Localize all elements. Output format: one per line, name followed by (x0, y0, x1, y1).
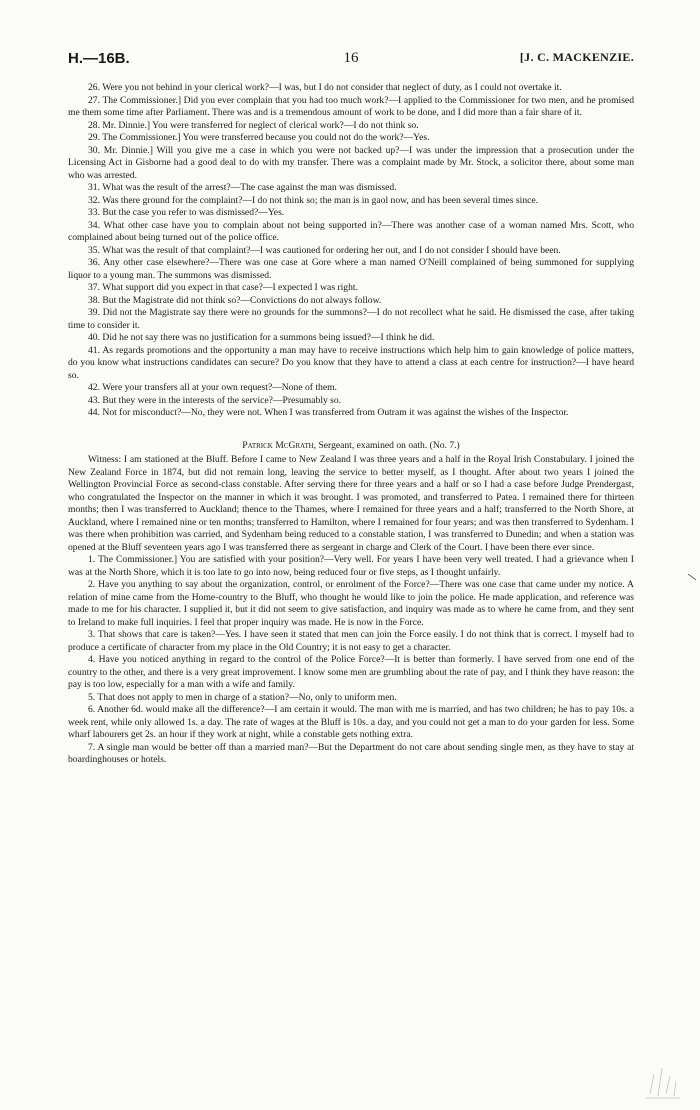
testimony-paragraph: 2. Have you anything to say about the organization, control, or enrolment of the Force?—There was one case that came under my notice. A relation of mine came from the Home-country to the Bluff, who thought he would like to join the police. He made application, and reference was made to me for his character. I supplied it, but it did not seem to give satisfaction, and inquiry was made as to where he came from, and they sent to Ireland to make full inquiries. I feel that proper inquiry was made. He is now in the Force. (68, 579, 634, 628)
testimony-paragraph: 28. Mr. Dinnie.] You were transferred for neglect of clerical work?—I do not think so. (88, 119, 419, 131)
testimony-paragraph: 36. Any other case elsewhere?—There was one case at Gore where a man named O'Neill complained of being summoned for supplying liquor to a young man. The summons was dismissed. (68, 257, 634, 281)
testimony-part-2 (68, 454, 634, 767)
testimony-paragraph: 6. Another 6d. would make all the difference?—I am certain it would. The man with me is married, and has two children; he has to pay 10s. a week rent, while only allowed 1s. a day. The rate of wages at the Bluff is 10s. a day, and you could not get a man to do your garden for less. Some wharf labourers get 2s. an hour if they work at night, while a constable gets nothing extra. (68, 704, 634, 740)
paper-reference: H.—16B. (68, 50, 130, 67)
testimony-paragraph: 29. The Commissioner.] You were transferred because you could not do the work?—Yes. (88, 132, 430, 143)
testimony-paragraph: 42. Were your transfers all at your own request?—None of them. (88, 382, 337, 393)
testimony-paragraph: 40. Did he not say there was no justification for a summons being issued?—I think he did. (88, 332, 435, 343)
testimony-paragraph: 38. But the Magistrate did not think so?—Convictions do not always follow. (88, 294, 382, 306)
testimony-paragraph: 30. Mr. Dinnie.] Will you give me a case in which you were not backed up?—I was under the impression that a prosecution under the Licensing Act in Gisborne had a good deal to do with my transfer. There was a complaint made by Mr. Stock, a solicitor there, about some man who was arrested. (68, 144, 634, 181)
testimony-paragraph: 32. Was there ground for the complaint?—I do not think so; the man is in gaol now, and has been several times since. (88, 194, 539, 206)
scan-artifact-icon (640, 1054, 686, 1100)
testimony-paragraph: 1. The Commissioner.] You are satisfied with your position?—Very well. For years I have been very well treated. I had a grievance when I was at the North Shore, which it is too late to go into now, being reduced four or five steps, as I thought unfairly. (68, 554, 634, 578)
testimony-paragraph: 7. A single man would be better off than a married man?—But the Department do not care about sending single men, as they have to stay at boardinghouses or hotels. (68, 741, 634, 765)
testimony-paragraph: 44. Not for misconduct?—No, they were not. When I was transferred from Outram it was against the wishes of the Inspector. (88, 407, 569, 418)
margin-mark-icon (688, 574, 696, 580)
testimony-part-1 (68, 82, 634, 420)
testimony-paragraph: 26. Were you not behind in your clerical work?—I was, but I do not consider that neglect of duty, as I could not overtake it. (88, 82, 562, 93)
page-number: 16 (343, 50, 359, 66)
witness-name: Patrick McGrath (242, 439, 314, 451)
testimony-paragraph: 31. What was the result of the arrest?—The case against the man was dismissed. (88, 182, 397, 193)
page-header (68, 50, 634, 82)
testimony-paragraph: 5. That does not apply to men in charge of a station?—No, only to uniform men. (88, 691, 397, 703)
testimony-paragraph: 35. What was the result of that complaint?—I was cautioned for ordering her out, and I do not consider I should have been. (88, 244, 561, 256)
testimony-paragraph: 27. The Commissioner.] Did you ever complain that you had too much work?—I applied to the Commissioner for two men, and he promised me them some time after Parliament. There was and is a tremendous amount of work to be done, and I did more than a fair share of it. (68, 94, 634, 118)
witness-heading-rest: , Sergeant, examined on oath. (No. 7.) (313, 439, 460, 451)
witness-section (68, 440, 634, 767)
testimony-paragraph: 34. What other case have you to complain about not being supported in?—There was another case of a woman named Mrs. Scott, who complained about being turned out of the police office. (68, 219, 634, 243)
testimony-paragraph: 41. As regards promotions and the opportunity a man may have to receive instructions which help him to gain knowledge of police matters, do you know what instructions candidates can secure? Do you know that they have to attend a class at each centre for instruction?—I have heard so. (68, 344, 634, 381)
witness-running-head: [J. C. MACKENZIE. (519, 50, 634, 64)
testimony-paragraph: 37. What support did you expect in that case?—I expected I was right. (88, 282, 358, 293)
testimony-paragraph: 4. Have you noticed anything in regard to the control of the Police Force?—It is better than formerly. I have served from one end of the country to the other, and there is a very great improvement. I know some men are grumbling about the rate of pay, and I think they have reason: the pay is too low, especially for a man with a wife and family. (68, 654, 634, 690)
testimony-paragraph: 3. That shows that care is taken?—Yes. I have seen it stated that men can join the Force easily. I do not think that is correct. I myself had to produce a certificate of character from my place in the Old Country; it is not easy to get a character. (68, 629, 634, 653)
testimony-paragraph: 33. But the case you refer to was dismissed?—Yes. (88, 207, 285, 218)
document-page (68, 50, 634, 767)
witness-heading (68, 440, 634, 453)
testimony-paragraph: Witness: I am stationed at the Bluff. Before I came to New Zealand I was three years and a half in the Royal Irish Constabulary. I joined the New Zealand Force in 1874, but did not remain long, leaving the service to better myself, as I thought. After about two years I joined the Wellington Provincial Force as second-class constable. After serving there for three years and a half or so I had a case before Judge Prendergast, who congratulated the Inspector on the manner in which it was brought. I was promoted, and transferred to Patea. I remained there for thirteen months; then I was transferred to Auckland; thence to the Thames, where I remained for three years and a half; transferred to the North Shore, at Auckland, where I remained nine or ten months; transferred to Hamilton, where I remained for four years; and was then transferred to Sydenham. I was there when prohibition was carried, and Sydenham being reduced to a constable station, I was transferred to Dunedin; and when a station was opened at the Bluff seventeen years ago I was transferred there as sergeant in charge and Clerk of the Court. I have been there ever since. (68, 454, 634, 553)
testimony-paragraph: 39. Did not the Magistrate say there were no grounds for the summons?—I do not recollect what he said. He dismissed the case, after taking time to consider it. (68, 307, 634, 331)
testimony-paragraph: 43. But they were in the interests of the service?—Presumably so. (88, 394, 342, 406)
